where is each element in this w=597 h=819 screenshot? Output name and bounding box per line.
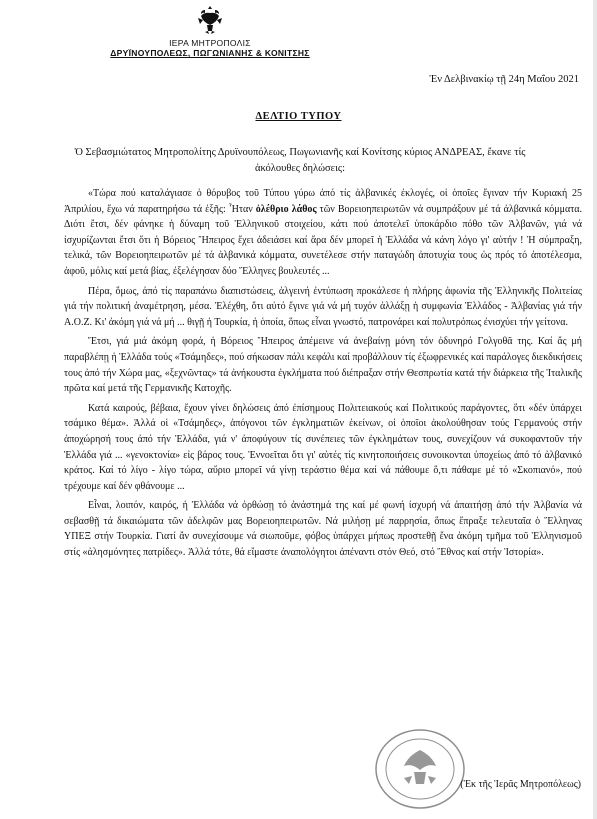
scan-edge — [593, 0, 597, 819]
intro-paragraph: Ὁ Σεβασμιώτατος Μητροπολίτης Δρυϊνουπόλεως, Πωγωνιανῆς καί Κονίτσης κύριος ΑΝΔΡΕΑΣ, ἔκανε τίς ἀκόλουθες δηλώσεις: — [74, 147, 526, 174]
page-title: ΔΕΛΤΙΟ ΤΥΠΟΥ — [255, 111, 342, 122]
dateline: Ἐν Δελβινακίῳ τῇ 24η Μαΐου 2021 — [429, 74, 579, 85]
paragraph-1-emphasis: ὀλέθριο λάθος — [255, 203, 317, 215]
signature-line: (Ἐκ τῆς Ἱερᾶς Μητροπόλεως) — [460, 779, 581, 790]
org-line-1: ΙΕΡΑ ΜΗΤΡΟΠΟΛΙΣ — [169, 38, 251, 48]
paragraph-5: Εἶναι, λοιπόν, καιρός, ἡ Ἑλλάδα νά ὀρθώσῃ τό ἀνάστημά της καί μέ φωνή ἰσχυρή νά ἀπαιτήσῃ ἀπό τήν Ἀλβανία νά σεβασθῇ τά δικαιώματα τῶν ἀδελφῶν μας Βορειοηπειρωτῶν. Νά μιλήσῃ μέ παρρησία, ὅπως ἔπραξε τελευταῖα ὁ Ἕλληνας ΥΠΕΞ στήν Τουρκία. Γιατί ἄν συνεχίσουμε νά σιωποῦμε, φόβος ὑπάρχει μήπως προστεθῇ ἕνα ἀκόμη τμῆμα τοῦ Ἑλληνισμοῦ στίς «ἀλησμόνητες πατρίδες». Ἀλλά τότε, θά εἴμαστε ἀναπολόγητοι ἀπέναντι στόν Θεό, στό Ἔθνος καί στήν Ἱστορία». — [64, 500, 582, 559]
statement-body — [64, 186, 582, 565]
organization-header — [0, 38, 420, 58]
paragraph-4: Κατά καιρούς, βέβαια, ἔχουν γίνει δηλώσεις ἀπό ἐπίσημους Πολιτειακούς καί Πολιτικούς παράγοντες, ὅτι «δέν ὑπάρχει τσάμικο θέμα». Ἀλλά οἱ «Τσάμηδες», ἀπόγονοι τῶν ἐγκληματιῶν ἐκείνων, οἱ ὁποῖοι ἀκολούθησαν τούς Γερμανούς στήν ἀποχώρησή τους ἀπό τήν Ἑλλάδα, γιά ν' ἀποφύγουν τίς συνέπειες τῶν ἐγκλημάτων τους, συνεχίζουν νά συκοφαντοῦν τήν Ἑλλάδα γιά ... «γενοκτονία» εἰς βάρος τους. Ἐννοεῖται ὅτι γι' αὐτές τίς κινητοποιήσεις συνοικονται ὑποχείως ἀπό τό ἀλβανικό κράτος. Καί τό λίγο - λίγο τώρα, αὔριο μπορεῖ νά γίνῃ τεράστιο θέμα καί νά πάθουμε ὅ,τι πάθαμε μέ τό «Σκοπιανό», πού τρέχουμε καί δέν φθάνουμε ... — [64, 402, 582, 492]
seal-stamp — [374, 728, 466, 810]
paragraph-1-start: «Τώρα πού καταλάγιασε ὁ θόρυβος τοῦ Τύπου γύρω ἀπό τίς ἀλβανικές ἐκλογές, οἱ ὁποῖες ἔγιναν τήν Κυριακή 25 Ἀπριλίου, ἔχω νά παρατηρήσω τά ἑξῆς: Ἦταν — [64, 188, 582, 215]
paragraph-2: Πέρα, ὅμως, ἀπό τίς παραπάνω διαπιστώσεις, ἀλγεινή ἐντύπωση προκάλεσε ἡ πλήρης ἀφωνία τῆς Ἑλληνικῆς Πολιτείας γιά τήν πολιτική ἀναμέτρηση, μέσα. Ἐλέχθη, ὅτι αὐτό ἔγινε γιά νά μή τυχόν ἀλλάξῃ ἡ συμφωνία Ἑλλάδος - Ἀλβανίας γιά τήν Α.Ο.Ζ. Κι' ἀκόμη γιά νά μή ... θιγῇ ἡ Τουρκία, ἡ ὁποία, ὅπως εἶναι γνωστό, πατρονάρει καί πολυτρόπως ἐνισχύει τήν γείτονα. — [64, 285, 582, 328]
double-headed-eagle-icon — [196, 4, 224, 36]
paragraph-3: Ἔτσι, γιά μιά ἀκόμη φορά, ἡ Βόρειος Ἤπειρος ἀπέμεινε νά ἀνεβαίνῃ μόνη τόν ὀδυνηρό Γολγοθᾶ της. Καί ἄς μή παραβλέπῃ ἡ Ἑλλάδα τούς «Τσάμηδες», πού σήκωσαν πάλι κεφάλι καί προβάλλουν τίς ἐξωφρενικές καί παράλογες διεκδικήσεις τους ἀπό τήν Χώρα μας, «ξεχνῶντας» τά ἀνήκουστα ἐγκλήματα πού διέπραξαν στήν Θεσπρωτία κατά τήν διάρκεια τῆς Ἰταλικῆς πρῶτα καί μετά τῆς Γερμανικῆς Κατοχῆς. — [64, 336, 582, 395]
paragraph-1-end: τῶν Βορειοηπειρωτῶν νά συμπράξουν μέ τά ἀλβανικά κόμματα. Διότι ἔτσι, δέν φάνηκε ἡ δύναμη τοῦ Ἑλληνικοῦ στοιχείου, κάτι πού ἀποτελεῖ ὑποκάρδιο πόθο τῶν Ἀλβανῶν, γιά νά ἰσχυρίζωνται ἔτσι ὅτι ἡ Βόρειος Ἤπειρος ἔχει ἀδειάσει καί ἄρα δέν μπορεῖ ἡ Ἑλλάδα νά κάνη λόγο γι' αὐτήν ! Ἡ σύμπραξη, τελικά, τῶν Βορειοηπειρωτῶν μέ τά ἀλβανικά κόμματα, συνετέλεσε στήν παταγώδη ἀποτυχία τους ὡς πρός τό ἀποτέλεσμα, ἀφοῦ, μόλις καί μετά βίας, ἐξελέγησαν δύο Ἕλληνες βουλευτές ... — [64, 203, 583, 277]
paragraph-1 — [64, 186, 582, 280]
org-line-2: ΔΡΥΪΝΟΥΠΟΛΕΩΣ, ΠΩΓΩΝΙΑΝΗΣ & ΚΟΝΙΤΣΗΣ — [110, 48, 310, 58]
